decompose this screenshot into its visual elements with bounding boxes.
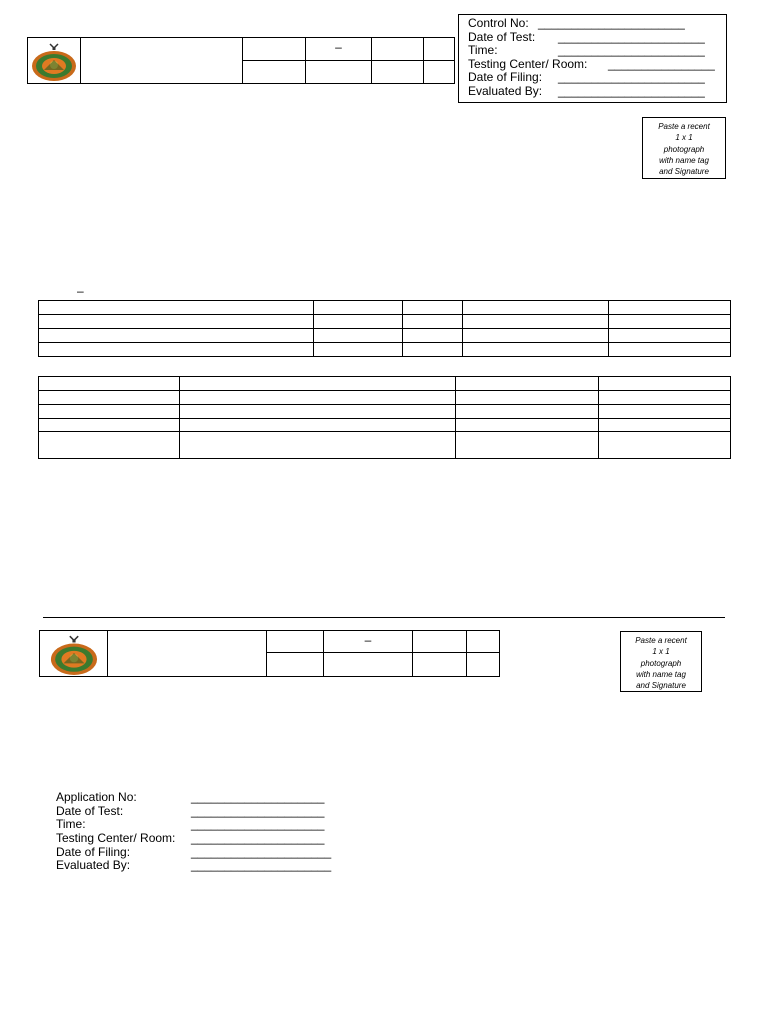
fill-line[interactable]: _____________________ xyxy=(191,858,332,873)
logo-cell xyxy=(28,38,81,84)
photo-instruction: and Signature xyxy=(659,167,709,177)
testing-center-row xyxy=(56,832,356,846)
field-label: Evaluated By: xyxy=(56,858,131,873)
field-label: Date of Test: xyxy=(468,29,536,44)
fill-line[interactable]: ________________ xyxy=(608,56,715,71)
header-cell xyxy=(267,631,324,653)
table-cell[interactable] xyxy=(456,432,599,459)
info-table-2 xyxy=(38,376,731,459)
table-cell[interactable] xyxy=(456,391,599,405)
control-no-row xyxy=(468,17,726,31)
header-cell xyxy=(324,631,413,653)
fill-line[interactable]: ______________________ xyxy=(558,70,705,84)
photo-instruction: with name tag xyxy=(636,669,686,679)
evaluated-by-row xyxy=(468,85,726,99)
table-cell[interactable] xyxy=(39,391,180,405)
fill-line[interactable]: ______________________ xyxy=(558,29,705,44)
date-of-filing-row xyxy=(56,846,356,860)
field-label: Time: xyxy=(56,817,86,832)
table-cell[interactable] xyxy=(39,419,180,432)
table-cell[interactable] xyxy=(39,405,180,419)
date-of-test-row xyxy=(56,805,356,819)
table-cell[interactable] xyxy=(403,329,463,343)
table-cell[interactable] xyxy=(463,343,609,357)
field-label: Evaluated By: xyxy=(468,83,543,98)
field-label: Date of Filing: xyxy=(468,70,543,84)
fill-line[interactable]: ____________________ xyxy=(191,831,325,846)
photo-instruction: photograph xyxy=(640,658,682,668)
table-cell[interactable] xyxy=(463,329,609,343)
time-row xyxy=(468,44,726,58)
university-seal-icon xyxy=(47,632,101,676)
fill-line[interactable]: ____________________ xyxy=(191,790,325,804)
table-cell[interactable] xyxy=(599,432,731,459)
header-cell xyxy=(467,653,500,677)
table-cell[interactable] xyxy=(180,405,456,419)
fill-line[interactable]: ____________________ xyxy=(191,817,325,832)
fill-line[interactable]: _____________________ xyxy=(191,844,332,859)
header-cell xyxy=(243,61,306,84)
dash-mark: – xyxy=(335,40,342,54)
table-cell[interactable] xyxy=(403,343,463,357)
header-cell xyxy=(467,631,500,653)
table-cell[interactable] xyxy=(599,377,731,391)
field-label: Testing Center/ Room: xyxy=(468,56,588,71)
table-cell[interactable] xyxy=(180,377,456,391)
table-cell[interactable] xyxy=(314,329,403,343)
table-cell[interactable] xyxy=(609,329,731,343)
cut-divider-line xyxy=(43,617,725,618)
field-label: Application No: xyxy=(56,790,137,804)
table-cell[interactable] xyxy=(39,377,180,391)
header-cell xyxy=(424,38,455,61)
table-cell[interactable] xyxy=(180,419,456,432)
university-seal-icon xyxy=(30,40,78,82)
photo-instruction: 1 x 1 xyxy=(652,647,670,657)
fill-line[interactable]: ______________________ xyxy=(558,43,705,57)
field-label: Control No: xyxy=(468,16,529,30)
table-cell[interactable] xyxy=(39,343,314,357)
table-cell[interactable] xyxy=(456,419,599,432)
title-cell xyxy=(81,38,243,84)
fill-line[interactable]: ____________________ xyxy=(191,803,325,818)
table-cell[interactable] xyxy=(599,391,731,405)
top-header-table xyxy=(27,37,455,84)
field-label: Date of Filing: xyxy=(56,844,131,859)
table-cell[interactable] xyxy=(456,377,599,391)
header-cell xyxy=(413,653,467,677)
table-cell[interactable] xyxy=(39,301,314,315)
header-cell xyxy=(243,38,306,61)
table-cell[interactable] xyxy=(403,315,463,329)
table-cell[interactable] xyxy=(463,301,609,315)
bottom-header-table xyxy=(39,630,500,677)
table-cell[interactable] xyxy=(403,301,463,315)
info-table-1 xyxy=(38,300,731,357)
table-cell[interactable] xyxy=(314,301,403,315)
header-cell xyxy=(306,38,372,61)
field-label: Time: xyxy=(468,43,498,57)
control-info-box xyxy=(458,14,727,103)
time-row xyxy=(56,818,356,832)
field-label: Date of Test: xyxy=(56,803,124,818)
dash-mark: – xyxy=(364,633,372,647)
table-cell[interactable] xyxy=(609,315,731,329)
photo-instruction: and Signature xyxy=(636,681,686,691)
date-of-filing-row xyxy=(468,71,726,85)
fill-line[interactable]: ______________________ xyxy=(558,83,705,98)
header-cell xyxy=(267,653,324,677)
photo-placeholder[interactable] xyxy=(642,117,726,179)
evaluated-by-row xyxy=(56,859,356,873)
table-cell[interactable] xyxy=(599,405,731,419)
header-cell xyxy=(424,61,455,84)
table-cell[interactable] xyxy=(39,432,180,459)
header-cell xyxy=(324,653,413,677)
header-cell xyxy=(372,38,424,61)
table-cell[interactable] xyxy=(39,315,314,329)
field-label: Testing Center/ Room: xyxy=(56,831,176,846)
table-cell[interactable] xyxy=(609,301,731,315)
header-cell xyxy=(413,631,467,653)
application-no-row xyxy=(56,791,356,805)
table-cell[interactable] xyxy=(314,343,403,357)
photo-instruction: with name tag xyxy=(659,155,709,165)
header-cell xyxy=(306,61,372,84)
table-cell[interactable] xyxy=(39,329,314,343)
fill-line[interactable]: ______________________ xyxy=(538,16,685,30)
table-cell[interactable] xyxy=(599,419,731,432)
photo-instruction: photograph xyxy=(663,144,705,154)
application-info-block xyxy=(56,791,356,873)
testing-center-row xyxy=(468,58,726,72)
table-cell[interactable] xyxy=(456,405,599,419)
table-cell[interactable] xyxy=(180,432,456,459)
logo-cell xyxy=(40,631,108,677)
photo-placeholder-bottom[interactable] xyxy=(620,631,702,692)
header-cell xyxy=(372,61,424,84)
photo-instruction: 1 x 1 xyxy=(675,133,693,143)
table-cell[interactable] xyxy=(180,391,456,405)
photo-instruction: Paste a recent xyxy=(635,636,687,645)
table-cell[interactable] xyxy=(314,315,403,329)
photo-instruction: Paste a recent xyxy=(658,122,710,131)
table-cell[interactable] xyxy=(609,343,731,357)
table-cell[interactable] xyxy=(463,315,609,329)
section-dash: – xyxy=(77,284,84,298)
title-cell xyxy=(108,631,267,677)
date-of-test-row xyxy=(468,31,726,45)
